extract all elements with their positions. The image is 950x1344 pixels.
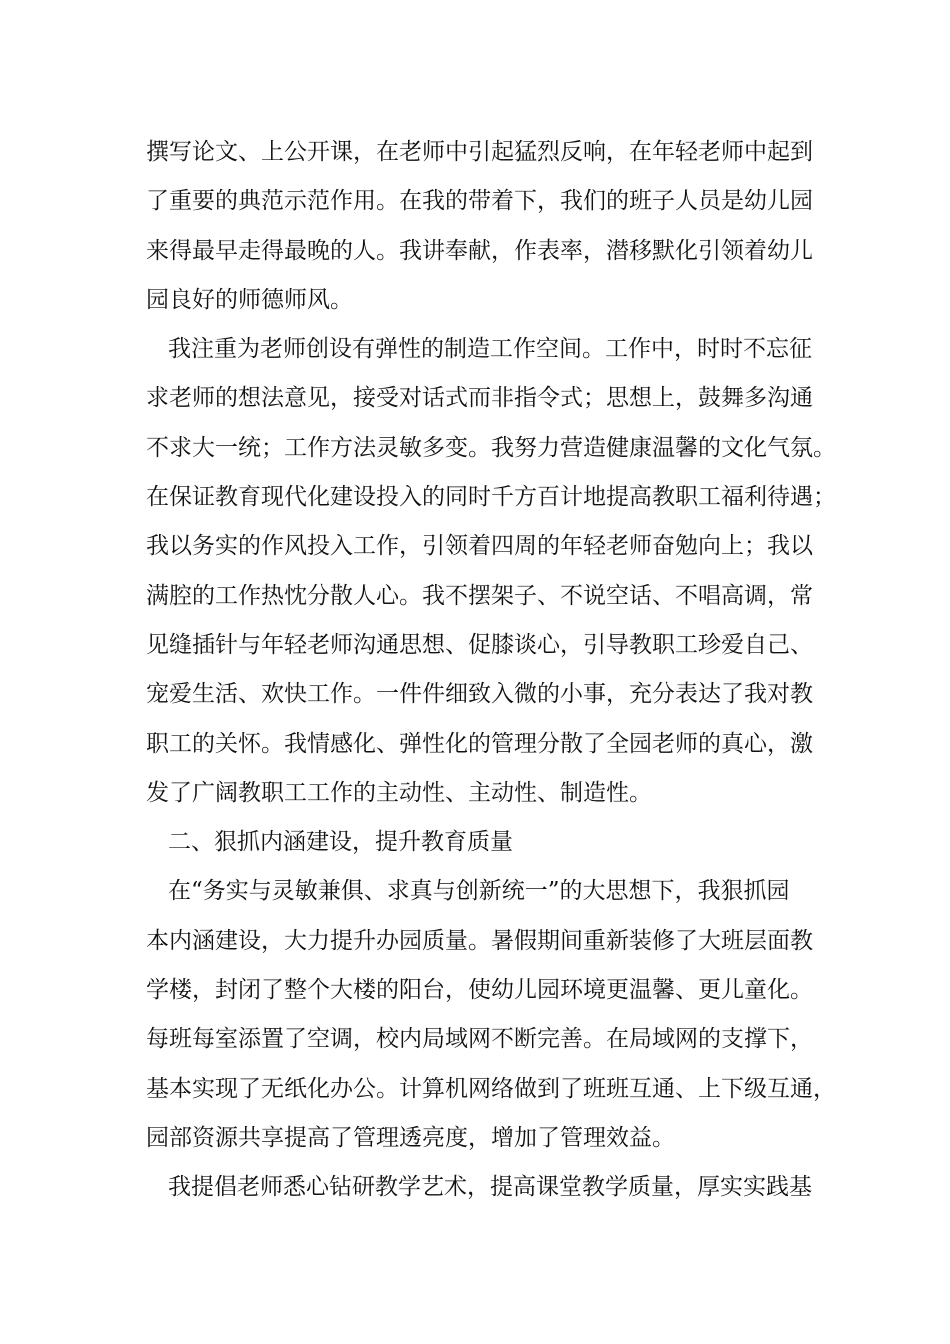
text-line: 来得最早走得最晚的人。我讲奉献，作表率，潜移默化引领着幼儿 bbox=[146, 237, 813, 264]
text-line: 宠爱生活、欢快工作。一件件细致入微的小事，充分表达了我对教 bbox=[146, 681, 813, 708]
text-line: 满腔的工作热忱分散人心。我不摆架子、不说空话、不唱高调，常 bbox=[146, 582, 813, 609]
text-line: 了重要的典范示范作用。在我的带着下，我们的班子人员是幼儿园 bbox=[146, 188, 813, 215]
text-line: 园良好的师德师风。 bbox=[146, 286, 353, 313]
text-line: 见缝插针与年轻老师沟通思想、促膝谈心，引导教职工珍爱自己、 bbox=[146, 631, 813, 658]
text-line: 撰写论文、上公开课，在老师中引起猛烈反响，在年轻老师中起到 bbox=[146, 139, 813, 165]
paragraph-start-line: 在“务实与灵敏兼俱、求真与创新统一”的大思想下，我狠抓园 bbox=[168, 878, 790, 905]
text-line: 每班每室添置了空调，校内局域网不断完善。在局域网的支撑下， bbox=[146, 1026, 813, 1053]
section-heading: 二、狠抓内涵建设，提升教育质量 bbox=[168, 829, 513, 856]
text-line: 园部资源共享提高了管理透亮度，增加了管理效益。 bbox=[146, 1124, 675, 1151]
text-line: 不求大一统；工作方法灵敏多变。我努力营造健康温馨的文化气氛。 bbox=[146, 434, 836, 461]
text-line: 我以务实的作风投入工作，引领着四周的年轻老师奋勉向上；我以 bbox=[146, 533, 813, 560]
document-body bbox=[146, 128, 836, 1213]
text-line: 基本实现了无纸化办公。计算机网络做到了班班互通、上下级互通， bbox=[146, 1075, 836, 1102]
paragraph-start-line: 我注重为老师创设有弹性的制造工作空间。工作中，时时不忘征 bbox=[168, 336, 812, 363]
text-line: 在保证教育现代化建设投入的同时千方百计地提高教职工福利待遇； bbox=[146, 484, 836, 511]
paragraph-start-line: 我提倡老师悉心钻研教学艺术，提高课堂教学质量，厚实实践基 bbox=[168, 1174, 812, 1201]
text-line: 求老师的想法意见，接受对话式而非指令式；思想上，鼓舞多沟通 bbox=[146, 385, 813, 412]
text-line: 发了广阔教职工工作的主动性、主动性、制造性。 bbox=[146, 779, 652, 806]
text-line: 职工的关怀。我情感化、弹性化的管理分散了全园老师的真心，激 bbox=[146, 730, 813, 757]
text-line: 学楼，封闭了整个大楼的阳台，使幼儿园环境更温馨、更儿童化。 bbox=[146, 977, 813, 1004]
text-line: 本内涵建设，大力提升办园质量。暑假期间重新装修了大班层面教 bbox=[146, 927, 813, 954]
